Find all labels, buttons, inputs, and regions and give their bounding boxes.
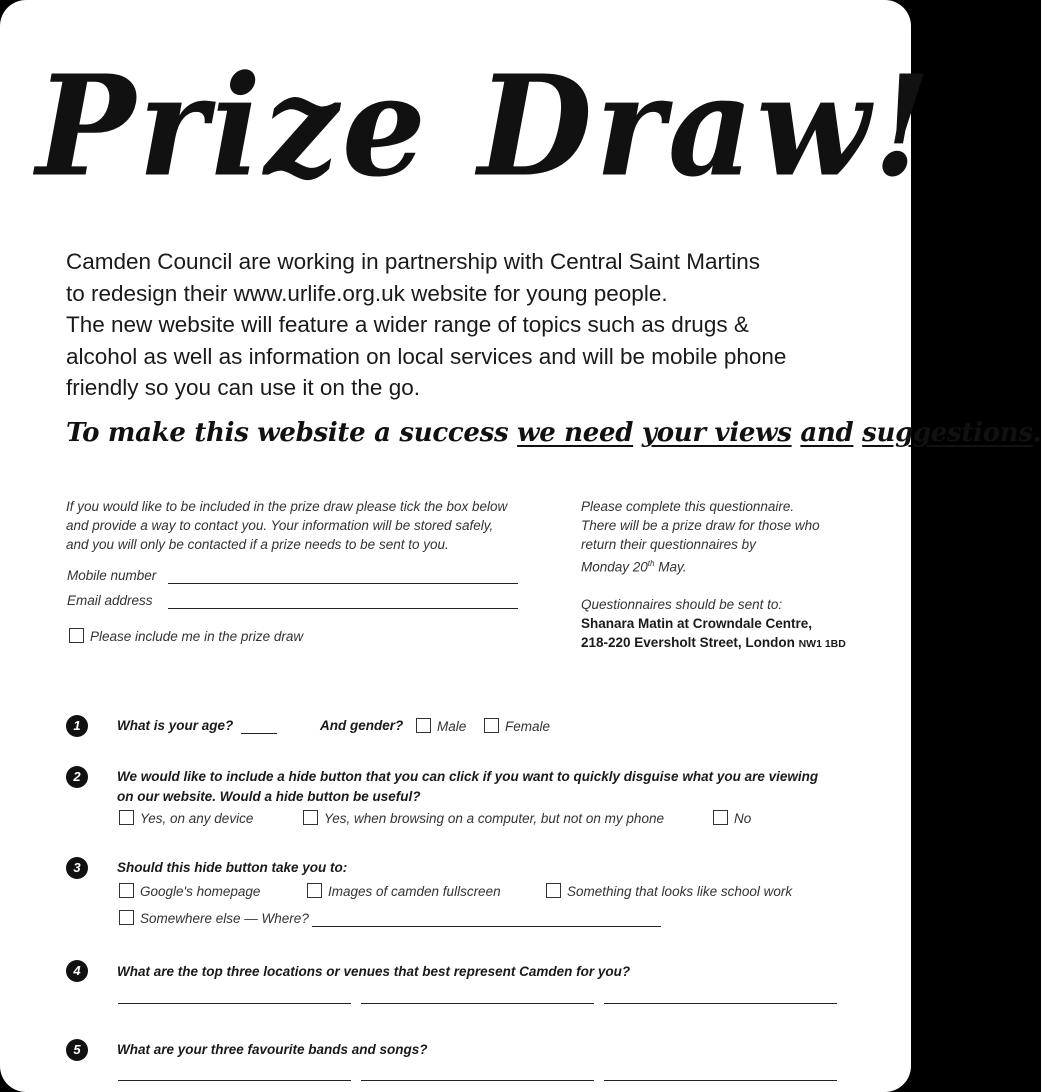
questionnaire-info-line: There will be a prize draw for those who [581, 518, 820, 533]
checkbox[interactable] [119, 883, 134, 898]
hide-useful-option-any-device[interactable] [119, 810, 253, 826]
option-label: Somewhere else — Where? [140, 911, 309, 926]
question-number-badge: 3 [66, 857, 88, 879]
option-label: Yes, on any device [140, 811, 254, 826]
venue-answer-line-2[interactable] [361, 1003, 594, 1004]
question-number-badge: 2 [66, 766, 88, 788]
venue-answer-line-3[interactable] [604, 1003, 837, 1004]
send-to-label: Questionnaires should be sent to: [581, 596, 783, 612]
tagline [66, 418, 1041, 448]
hide-useful-option-no[interactable] [713, 810, 751, 826]
intro-paragraph [66, 246, 856, 404]
male-label: Male [437, 719, 467, 734]
intro-line: Camden Council are working in partnership with Central Saint Martins [66, 249, 761, 274]
prize-draw-checkbox-row[interactable] [69, 627, 303, 646]
page-title: Prize Draw! [36, 45, 934, 209]
question-4-text: What are the top three locations or venues that best represent Camden for you? [117, 964, 631, 979]
checkbox[interactable] [713, 810, 728, 825]
address-postcode: NW1 1BD [798, 637, 846, 650]
questionnaire-info [581, 497, 881, 654]
tagline-underlined: suggestions [862, 418, 1033, 448]
prize-info-line: and you will only be contacted if a prize needs to be sent to you. [66, 537, 449, 552]
venue-answer-line-1[interactable] [118, 1003, 351, 1004]
email-address-field[interactable] [168, 608, 518, 609]
questionnaire-info-line: return their questionnaires by [581, 537, 756, 552]
questionnaire-info-line [581, 554, 881, 577]
mobile-number-label: Mobile number [67, 568, 157, 583]
gender-option-male[interactable] [416, 718, 466, 734]
tagline-end: . [1032, 418, 1041, 448]
checkbox[interactable] [303, 810, 318, 825]
prize-draw-info [66, 497, 536, 554]
option-label: Something that looks like school work [567, 884, 793, 899]
prize-info-line: and provide a way to contact you. Your information will be stored safely, [66, 518, 494, 533]
intro-line: to redesign their www.urlife.org.uk website for young people. [66, 280, 668, 306]
checkbox[interactable] [119, 910, 134, 925]
option-label: Yes, when browsing on a computer, but not on my phone [324, 811, 664, 826]
option-label: Images of camden fullscreen [328, 884, 501, 899]
hide-target-option-google[interactable] [119, 883, 260, 899]
address-street: 218-220 Eversholt Street, London [581, 634, 795, 650]
hide-useful-option-computer-only[interactable] [303, 810, 664, 826]
questionnaire-info-line: Please complete this questionnaire. [581, 499, 795, 514]
tagline-underlined: your views [641, 418, 792, 448]
age-question-label: What is your age? [117, 718, 234, 733]
hide-target-option-camden-images[interactable] [307, 883, 501, 899]
age-input[interactable] [241, 718, 277, 734]
female-checkbox[interactable] [484, 718, 499, 733]
checkbox[interactable] [546, 883, 561, 898]
hide-target-option-school-work[interactable] [546, 883, 792, 899]
question-1-text [117, 718, 277, 734]
band-answer-line-2[interactable] [361, 1080, 594, 1081]
intro-line: The new website will feature a wider range of topics such as drugs & [66, 312, 749, 337]
gender-label: And gender? [320, 718, 404, 733]
checkbox[interactable] [119, 810, 134, 825]
gender-option-female[interactable] [484, 718, 550, 734]
question-2-text-line: We would like to include a hide button that you can click if you want to quickly disguise what you are viewing [117, 769, 819, 784]
question-2-text-line: on our website. Would a hide button be useful? [117, 789, 421, 804]
band-answer-line-3[interactable] [604, 1080, 837, 1081]
question-3-text: Should this hide button take you to: [117, 860, 348, 875]
option-label: No [734, 811, 752, 826]
checkbox[interactable] [307, 883, 322, 898]
band-answer-line-1[interactable] [118, 1080, 351, 1081]
question-number-badge: 4 [66, 960, 88, 982]
prize-draw-checkbox[interactable] [69, 628, 84, 643]
intro-line: alcohol as well as information on local services and will be mobile phone [66, 343, 787, 369]
question-5-text: What are your three favourite bands and songs? [117, 1042, 428, 1057]
deadline-date: Monday 20 [581, 559, 648, 575]
email-address-label: Email address [67, 593, 153, 608]
tagline-underlined: and [800, 418, 854, 448]
option-label: Google's homepage [140, 884, 261, 899]
female-label: Female [505, 719, 551, 734]
prize-info-line: If you would like to be included in the prize draw please tick the box below [66, 499, 508, 514]
question-number-badge: 5 [66, 1039, 88, 1061]
prize-draw-checkbox-label: Please include me in the prize draw [90, 629, 304, 644]
deadline-date-end: May. [654, 559, 687, 575]
mobile-number-field[interactable] [168, 583, 518, 584]
tagline-underlined: we need [517, 418, 634, 448]
address-line [581, 633, 881, 654]
male-checkbox[interactable] [416, 718, 431, 733]
address-line: Shanara Matin at Crowndale Centre, [581, 615, 813, 631]
tagline-text: To make this website a success [66, 418, 518, 448]
intro-line: friendly so you can use it on the go. [66, 375, 420, 400]
hide-target-option-elsewhere[interactable] [119, 910, 309, 926]
question-number-badge: 1 [66, 715, 88, 737]
elsewhere-input-line[interactable] [312, 926, 661, 927]
deadline-date-suffix: th [647, 559, 655, 568]
